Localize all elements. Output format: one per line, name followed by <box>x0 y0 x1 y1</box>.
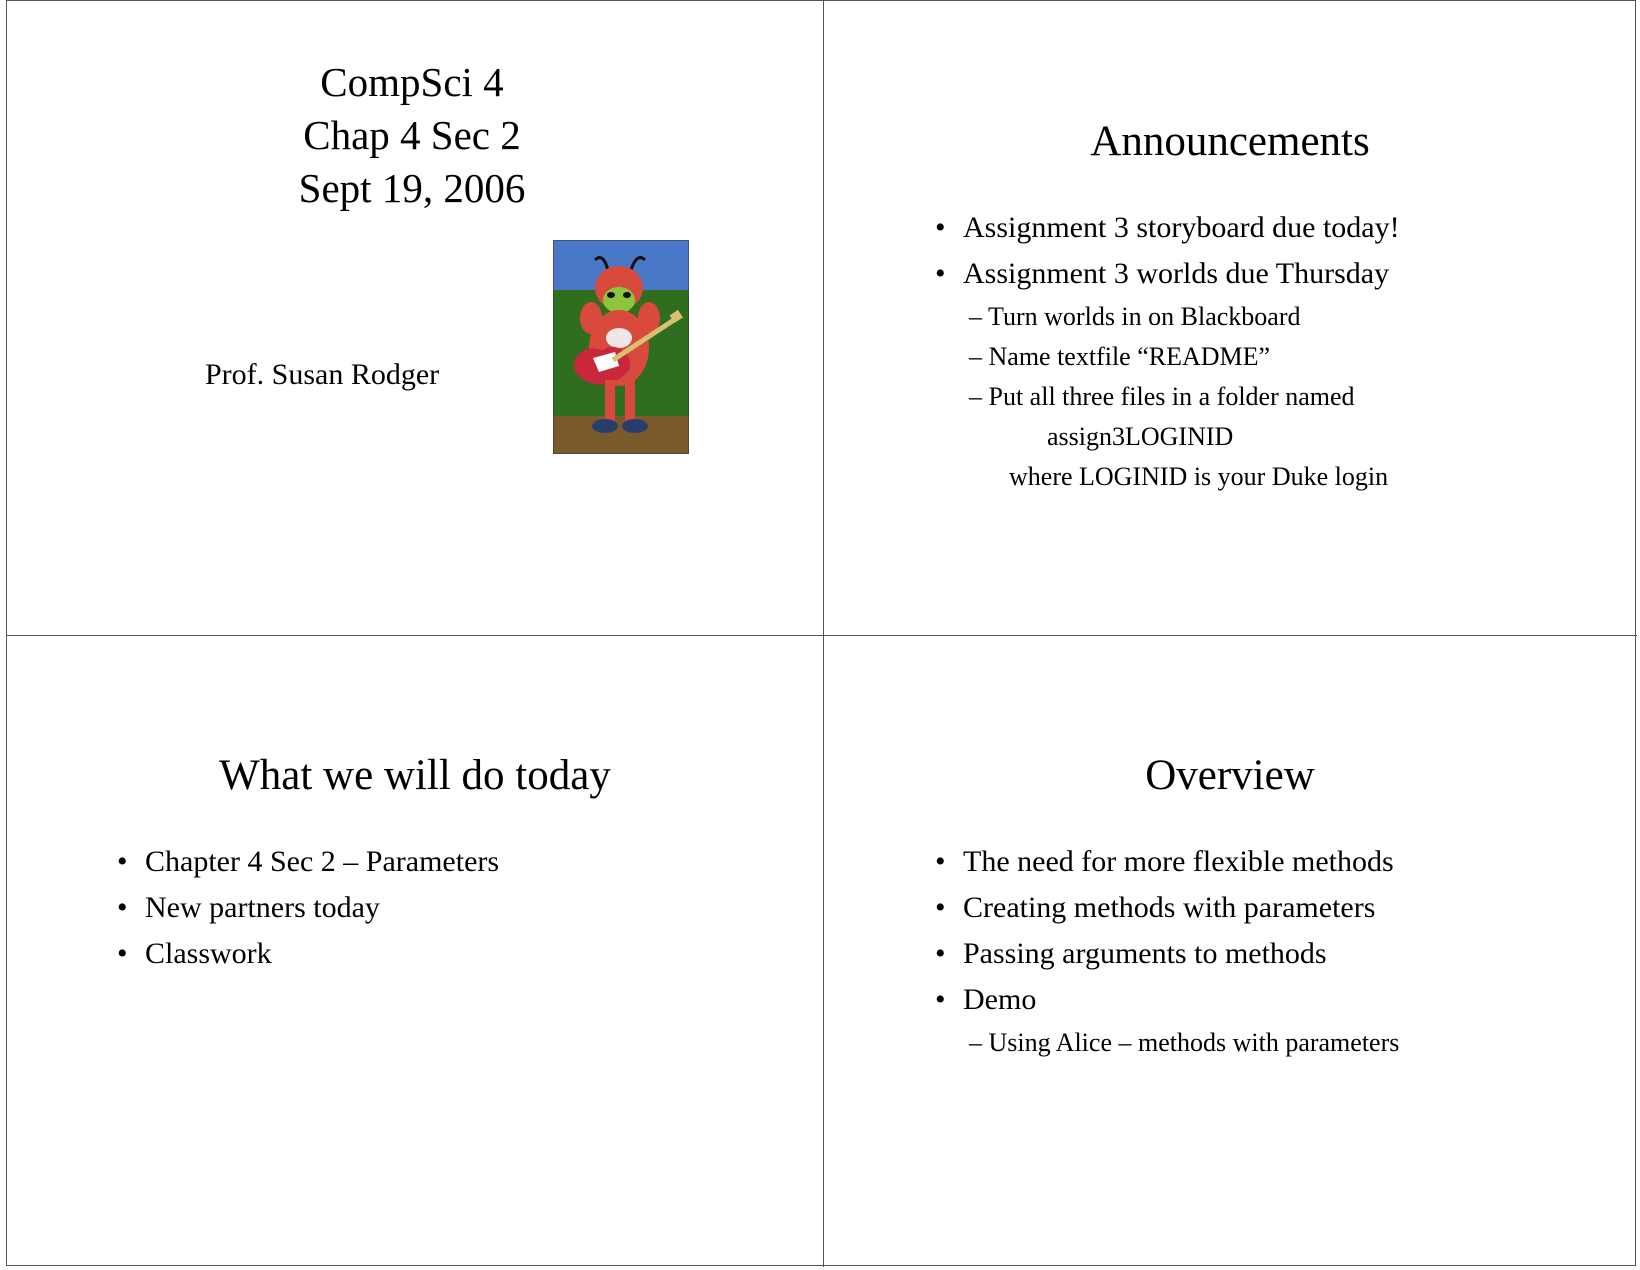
slide2-bullet-list <box>935 205 1400 497</box>
list-item: • Creating methods with parameters <box>935 885 1399 931</box>
slide-what-we-will-do-today <box>7 635 823 1267</box>
handout-page <box>6 0 1636 1266</box>
list-item: • New partners today <box>117 885 499 931</box>
list-item: • Passing arguments to methods <box>935 931 1399 977</box>
folder-name-line: assign3LOGINID <box>1047 422 1234 451</box>
alice-bug-guitar-image <box>553 240 689 454</box>
sub-list-item: – Put all three files in a folder named <box>969 382 1355 411</box>
slide-overview <box>823 635 1637 1267</box>
list-item: • Chapter 4 Sec 2 – Parameters <box>117 839 499 885</box>
slide1-title-line-date: Sept 19, 2006 <box>298 165 526 211</box>
list-item: • Classwork <box>117 931 499 977</box>
folder-note-line: where LOGINID is your Duke login <box>1009 462 1389 491</box>
slide4-bullet-list <box>935 839 1399 1063</box>
slide-title-slide <box>7 1 823 635</box>
slide-announcements <box>823 1 1637 635</box>
slide3-title: What we will do today <box>219 752 611 799</box>
sub-list-item: – Using Alice – methods with parameters <box>969 1028 1400 1057</box>
slide2-title: Announcements <box>1090 118 1370 165</box>
sub-list-item: – Name textfile “README” <box>969 342 1271 371</box>
slide3-bullet-list <box>117 839 499 977</box>
list-item: • Assignment 3 storyboard due today! <box>935 205 1400 251</box>
sub-list-item: – Turn worlds in on Blackboard <box>969 302 1301 331</box>
slide4-title: Overview <box>1145 752 1315 799</box>
slide1-title-line-chapter: Chap 4 Sec 2 <box>303 112 521 158</box>
list-item: • Assignment 3 worlds due Thursday <box>935 251 1400 297</box>
list-item: • Demo <box>935 977 1399 1023</box>
slide1-title-line-course: CompSci 4 <box>320 59 504 105</box>
slide1-author: Prof. Susan Rodger <box>205 358 440 391</box>
list-item: • The need for more flexible methods <box>935 839 1399 885</box>
slide1-title <box>137 56 687 215</box>
